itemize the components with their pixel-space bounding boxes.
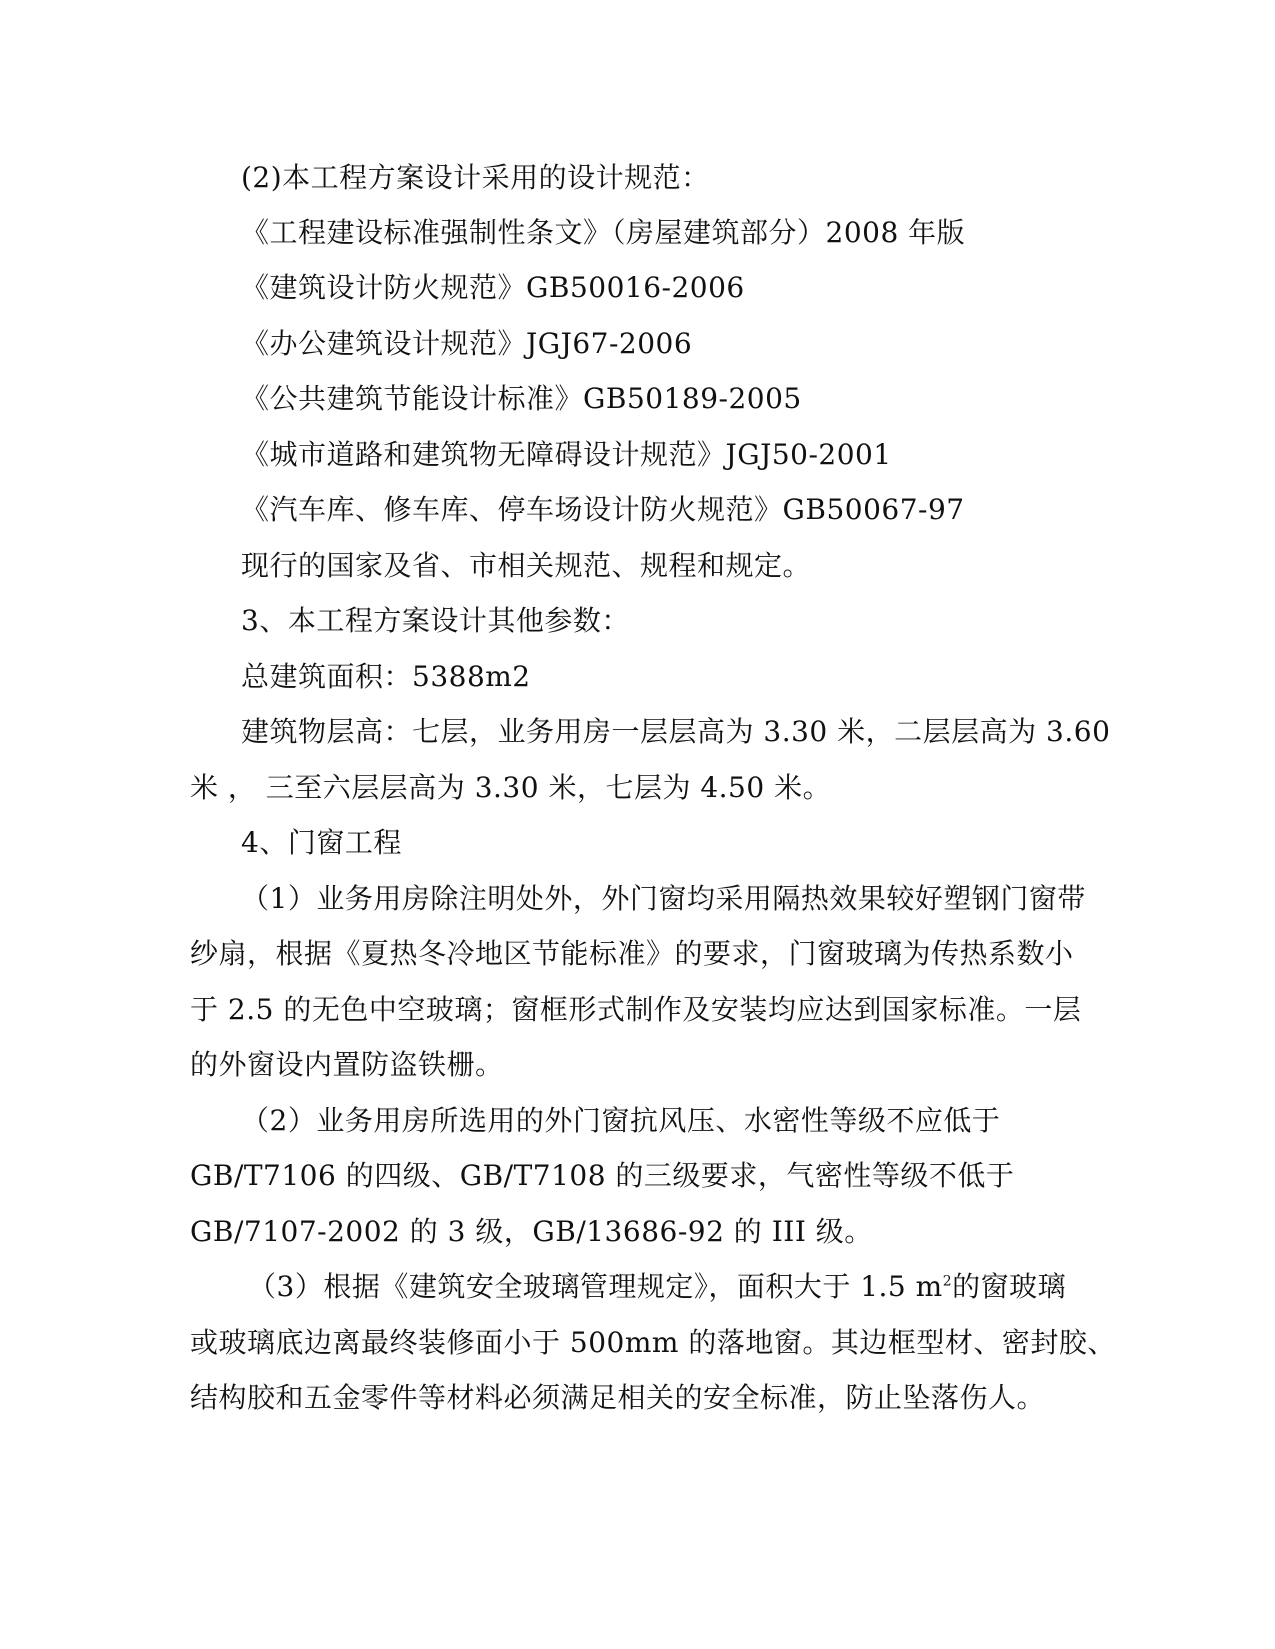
spec-note: 现行的国家及省、市相关规范、规程和规定。 (241, 549, 812, 582)
spec-item: 《建筑设计防火规范》GB50016-2006 (241, 271, 745, 304)
spec-item: 《公共建筑节能设计标准》GB50189-2005 (241, 382, 802, 415)
paragraph-1-line: 纱扇，根据《夏热冬冷地区节能标准》的要求，门窗玻璃为传热系数小 (190, 937, 1074, 970)
floor-height-line2: 米 ， 三至六层层高为 3.30 米，七层为 4.50 米。 (190, 771, 832, 804)
paragraph-3-text: 的窗玻璃 (952, 1270, 1067, 1303)
paragraph-1-line: （1）业务用房除注明处外，外门窗均采用隔热效果较好塑钢门窗带 (241, 882, 1086, 915)
paragraph-2-line: （2）业务用房所选用的外门窗抗风压、水密性等级不应低于 (241, 1104, 1001, 1137)
total-area: 总建筑面积：5388m2 (241, 660, 531, 693)
paragraph-3-text: （3）根据《建筑安全玻璃管理规定》，面积大于 1.5 m (248, 1270, 943, 1303)
paragraph-2-line: GB/T7106 的四级、GB/T7108 的三级要求，气密性等级不低于 (190, 1159, 1015, 1192)
paragraph-3-line: 结构胶和五金零件等材料必须满足相关的安全标准，防止坠落伤人。 (190, 1381, 1046, 1414)
paragraph-3-line (248, 1267, 1067, 1307)
spec-item: 《办公建筑设计规范》JGJ67-2006 (241, 327, 693, 360)
floor-height-line1: 建筑物层高：七层，业务用房一层层高为 3.30 米，二层层高为 3.60 (241, 715, 1111, 748)
doors-heading: 4、门窗工程 (241, 826, 402, 859)
params-heading: 3、本工程方案设计其他参数： (241, 604, 630, 637)
paragraph-3-line: 或玻璃底边离最终装修面小于 500mm 的落地窗。其边框型材、密封胶、 (190, 1326, 1116, 1359)
paragraph-2-line: GB/7107-2002 的 3 级，GB/13686-92 的 III 级。 (190, 1215, 873, 1248)
superscript-2: 2 (942, 1273, 953, 1290)
specs-heading: (2)本工程方案设计采用的设计规范： (241, 161, 710, 194)
paragraph-1-line: 于 2.5 的无色中空玻璃；窗框形式制作及安装均应达到国家标准。一层 (190, 993, 1082, 1026)
spec-item: 《工程建设标准强制性条文》（房屋建筑部分）2008 年版 (241, 216, 966, 249)
paragraph-1-line: 的外窗设内置防盗铁栅。 (190, 1048, 504, 1081)
spec-item: 《城市道路和建筑物无障碍设计规范》JGJ50-2001 (241, 438, 892, 471)
spec-item: 《汽车库、修车库、停车场设计防火规范》GB50067-97 (241, 493, 965, 526)
